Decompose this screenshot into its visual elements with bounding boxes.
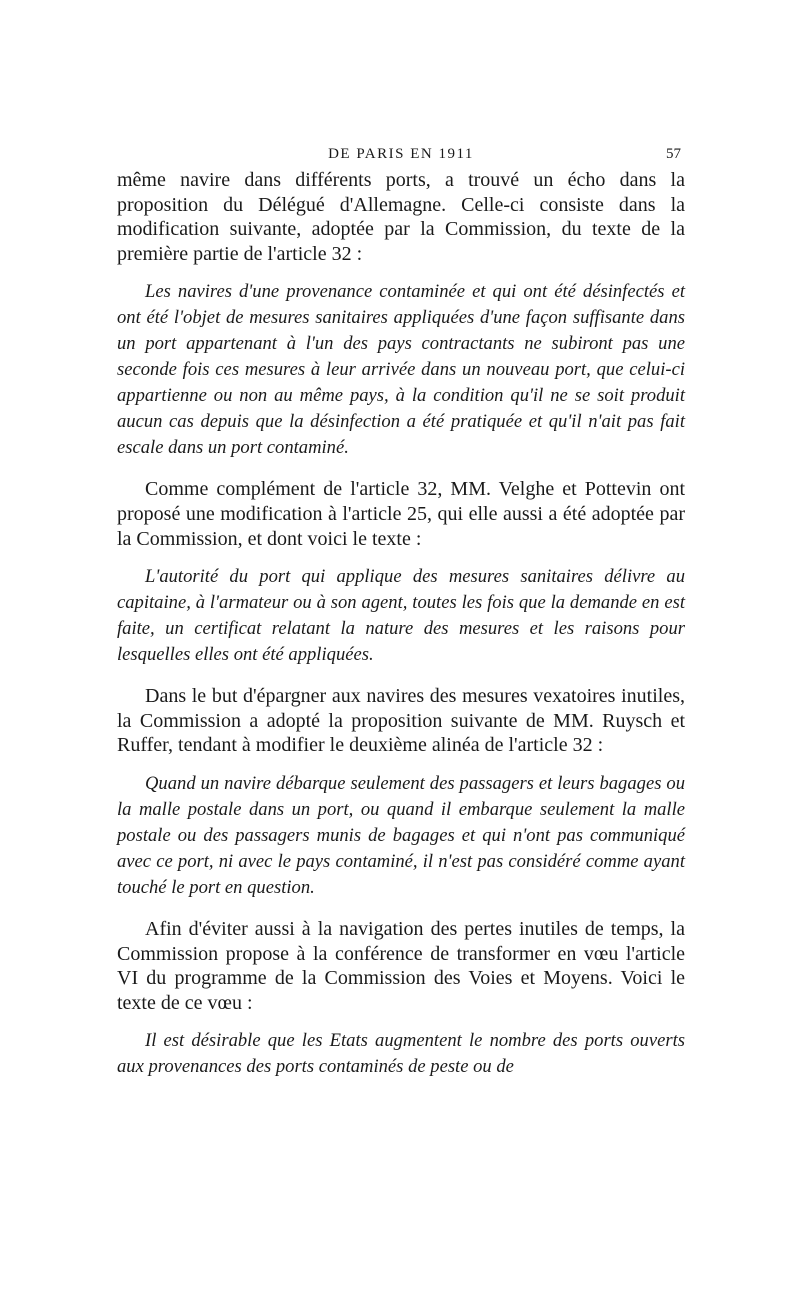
- book-page: [117, 140, 685, 1080]
- quote-voeu-text: Il est désirable que les Etats augmentent le nombre des ports ouverts aux provenances des ports contaminés de peste ou de: [117, 1030, 685, 1078]
- paragraph-ruysch-ruffer: Dans le but d'épargner aux navires des mesures vexatoires inutiles, la Commission a adopté la proposition suivante de MM. Ruysch et Ruffer, tendant à modifier le deuxième alinéa de l'article 32 :: [117, 685, 685, 757]
- paragraph-voeu-intro: Afin d'éviter aussi à la navigation des pertes inutiles de temps, la Commission propose à la conférence de transformer en vœu l'article VI du programme de la Commission des Voies et Moyens. Voici le texte de ce vœu :: [117, 917, 685, 1014]
- paragraph-article-25: Comme complément de l'article 32, MM. Velghe et Pottevin ont proposé une modification à l'article 25, qui elle aussi a été adoptée par la Commission, et dont voici le texte :: [117, 478, 685, 550]
- page-number: 57: [666, 146, 681, 162]
- paragraph-continuation: même navire dans différents ports, a trouvé un écho dans la proposition du Délégué d'Allemagne. Celle-ci consiste dans la modification suivante, adoptée par la Commission, du texte de la première partie de l'article 32 :: [117, 169, 685, 265]
- running-title: DE PARIS EN 1911: [328, 146, 474, 162]
- quote-article-32-amendment: Les navires d'une provenance contaminée et qui ont été désinfectés et ont été l'objet de mesures sanitaires appliquées d'une façon suffisante dans un port appartenant à l'un des pays contractants ne subiront pas une seconde fois ces mesures à leur arrivée dans un nouveau port, que celui-ci appartienne ou non au même pays, à la condition qu'il ne se soit produit aucun cas depuis que la désinfection a été pratiquée et qu'il n'ait pas fait escale dans un port contaminé.: [117, 281, 685, 459]
- quote-article-25-text: L'autorité du port qui applique des mesures sanitaires délivre au capitaine, à l'armateur ou à son agent, toutes les fois que la demande en est faite, un certificat relatant la nature des mesures et les raisons pour lesquelles elles ont été appliquées.: [117, 566, 685, 666]
- quote-article-32-second-alinea: Quand un navire débarque seulement des passagers et leurs bagages ou la malle postale dans un port, ou quand il embarque seulement la malle postale ou des passagers munis de bagages et qui n'ont pas communiqué avec ce port, ni avec le pays contaminé, il n'est pas considéré comme ayant touché le port en question.: [117, 772, 685, 898]
- running-head: [117, 140, 685, 164]
